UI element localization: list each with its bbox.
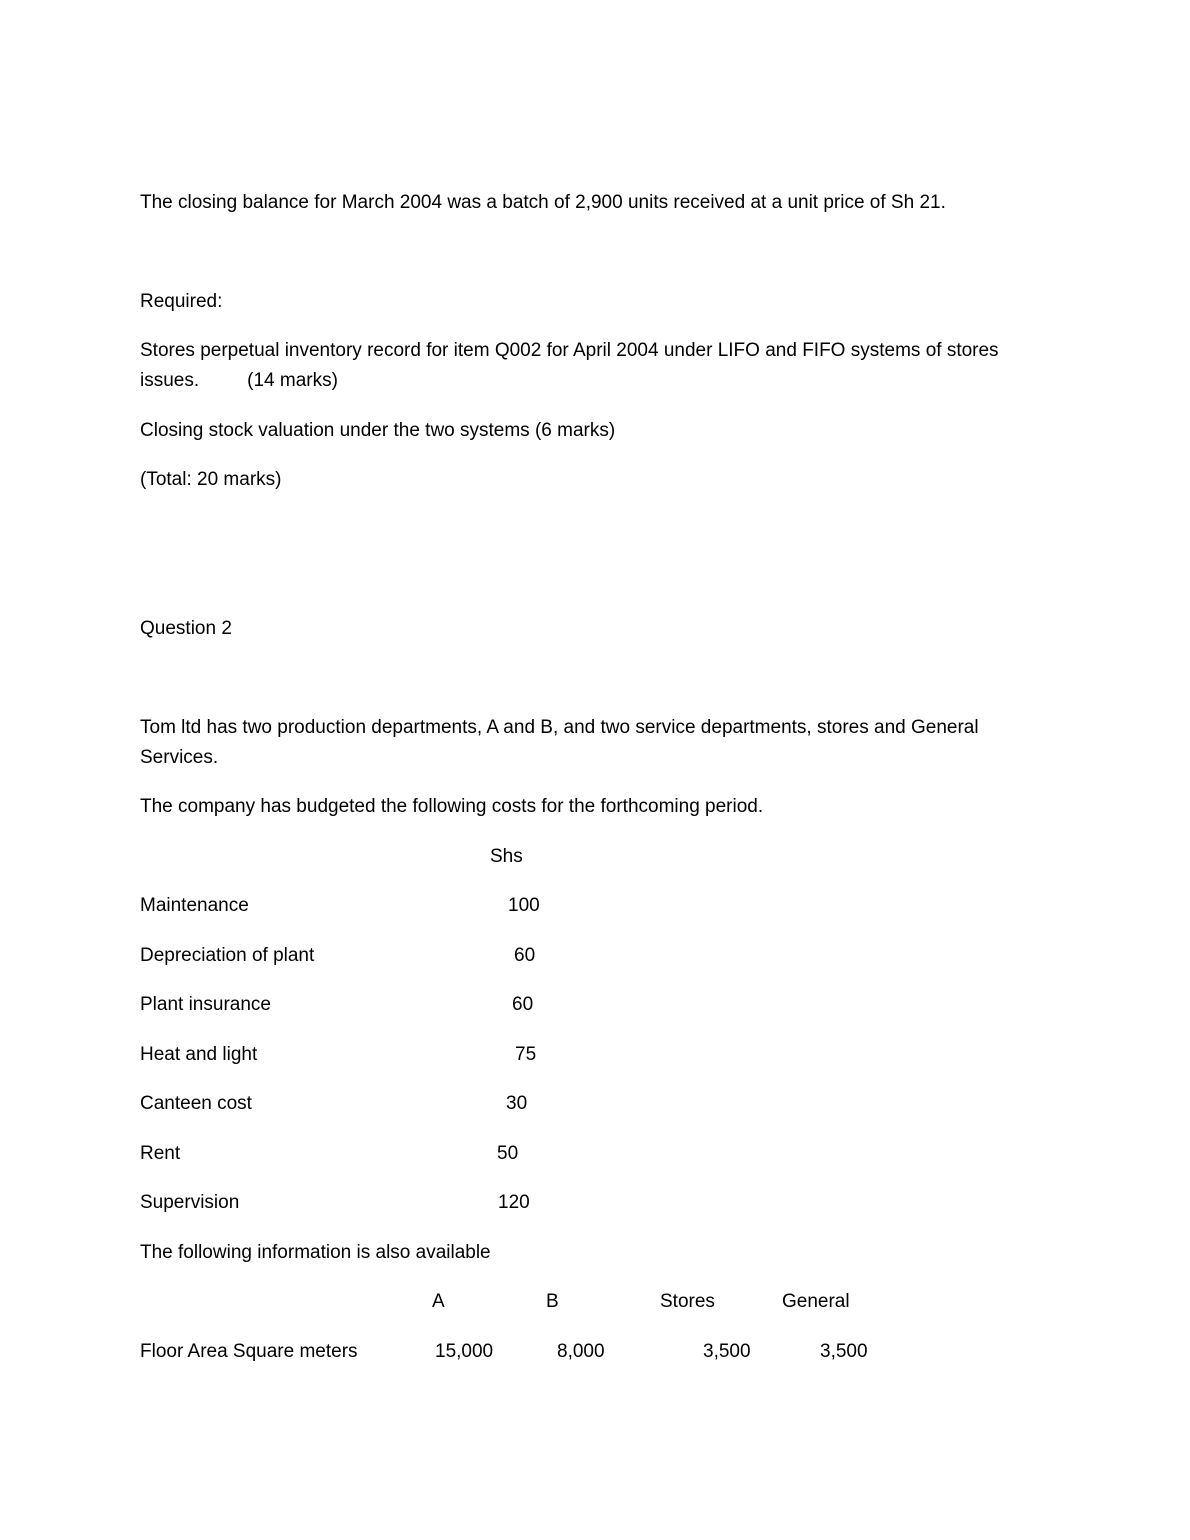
floor-area-value: 3,500 [820, 1341, 868, 1362]
cost-value: 100 [508, 895, 540, 916]
floor-area-value: 15,000 [435, 1341, 494, 1362]
required-label: Required: [140, 291, 223, 312]
floor-area-value: 3,500 [703, 1341, 751, 1362]
closing-stock-paragraph: Closing stock valuation under the two systems (6 marks) [140, 420, 616, 441]
cost-label: Plant insurance [140, 994, 271, 1015]
cost-value: 30 [506, 1093, 528, 1114]
dept-header: General [782, 1291, 850, 1312]
dept-header: B [546, 1291, 559, 1312]
dept-header: Stores [660, 1291, 715, 1312]
following-info-paragraph: The following information is also available [140, 1242, 491, 1263]
cost-value: 75 [515, 1044, 537, 1065]
cost-value: 60 [514, 945, 536, 966]
stores-record-text: Stores perpetual inventory record for item Q002 for April 2004 under LIFO and FIFO systems of stores issues. [140, 340, 999, 391]
closing-balance-paragraph: The closing balance for March 2004 was a batch of 2,900 units received at a unit price of Sh 21. [140, 192, 946, 213]
stores-record-marks: (14 marks) [247, 370, 338, 391]
cost-value: 50 [497, 1143, 519, 1164]
floor-area-label: Floor Area Square meters [140, 1341, 358, 1362]
stores-record-paragraph [140, 336, 1040, 396]
cost-label: Depreciation of plant [140, 945, 315, 966]
cost-value: 120 [498, 1192, 530, 1213]
cost-label: Rent [140, 1143, 181, 1164]
dept-header: A [432, 1291, 445, 1312]
budgeted-paragraph: The company has budgeted the following costs for the forthcoming period. [140, 796, 764, 817]
question-heading: Question 2 [140, 618, 232, 639]
cost-value: 60 [512, 994, 534, 1015]
cost-label: Canteen cost [140, 1093, 252, 1114]
tom-ltd-paragraph: Tom ltd has two production departments, A and B, and two service departments, stores and General Services. [140, 717, 979, 768]
cost-label: Maintenance [140, 895, 249, 916]
cost-label: Heat and light [140, 1044, 258, 1065]
floor-area-value: 8,000 [557, 1341, 605, 1362]
cost-currency-header: Shs [490, 846, 523, 867]
total-marks: (Total: 20 marks) [140, 469, 282, 490]
cost-label: Supervision [140, 1192, 240, 1213]
